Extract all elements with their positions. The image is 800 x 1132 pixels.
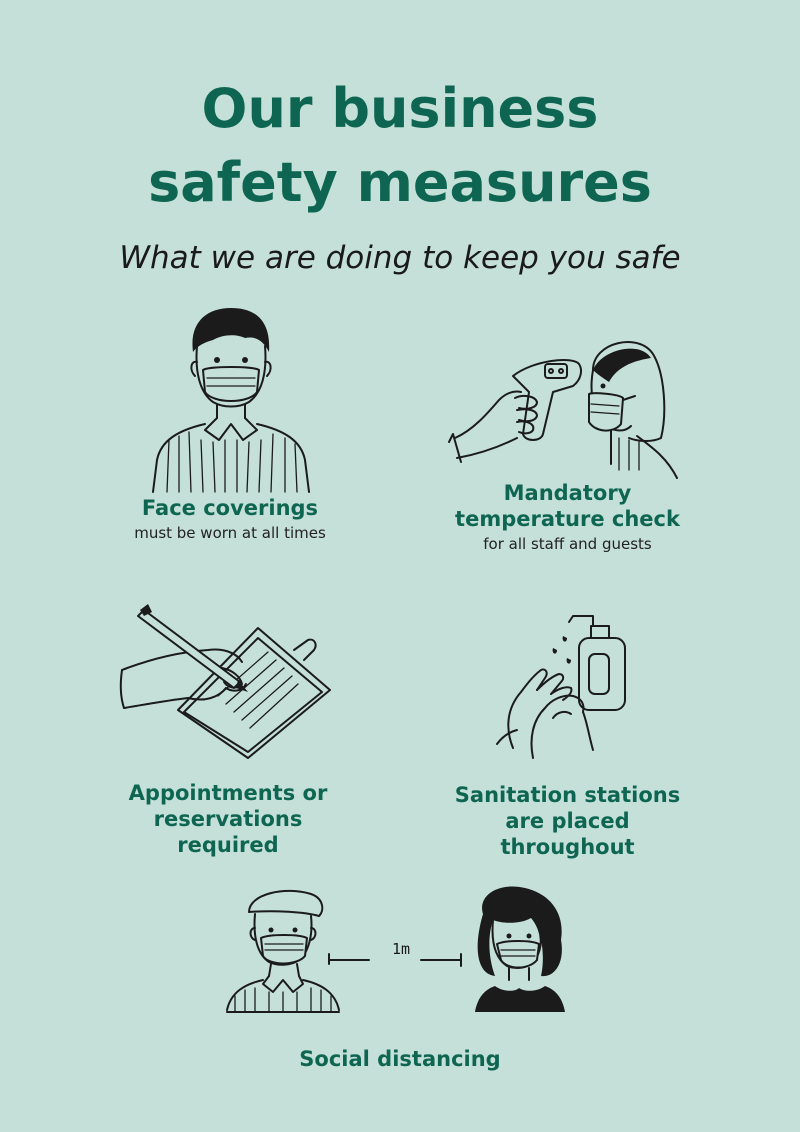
temperature-check-heading — [440, 480, 695, 532]
measure-face-coverings — [100, 300, 360, 542]
title-line-2: safety measures — [148, 151, 652, 214]
appointments-heading-line-1: Appointments or — [128, 781, 328, 805]
sanitation-heading — [440, 782, 695, 860]
face-coverings-heading: Face coverings — [141, 496, 319, 520]
sanitation-heading-line-2: are placed throughout — [500, 809, 635, 859]
appointments-heading — [100, 780, 356, 858]
distance-label: 1m — [391, 940, 411, 958]
appointments-heading-line-2: reservations required — [153, 807, 303, 857]
social-distancing-heading: Social distancing — [299, 1047, 501, 1071]
page-title — [0, 72, 800, 220]
person-with-mask-icon — [145, 300, 315, 495]
hand-sanitizer-icon — [493, 608, 643, 768]
title-line-1: Our business — [201, 77, 599, 140]
measure-social-distancing — [200, 888, 600, 1072]
temperature-heading-line-1: Mandatory — [503, 481, 632, 505]
measure-sanitation — [440, 608, 695, 860]
measure-temperature-check — [440, 330, 695, 553]
sanitation-heading-line-1: Sanitation stations — [454, 783, 681, 807]
page-subtitle: What we are doing to keep you safe — [119, 240, 681, 276]
clipboard-writing-icon — [118, 600, 338, 760]
measure-appointments — [100, 600, 356, 858]
temperature-heading-line-2: temperature check — [455, 507, 680, 531]
face-coverings-note: must be worn at all times — [134, 524, 326, 542]
thermometer-check-icon — [443, 330, 693, 480]
temperature-check-note: for all staff and guests — [483, 535, 652, 553]
